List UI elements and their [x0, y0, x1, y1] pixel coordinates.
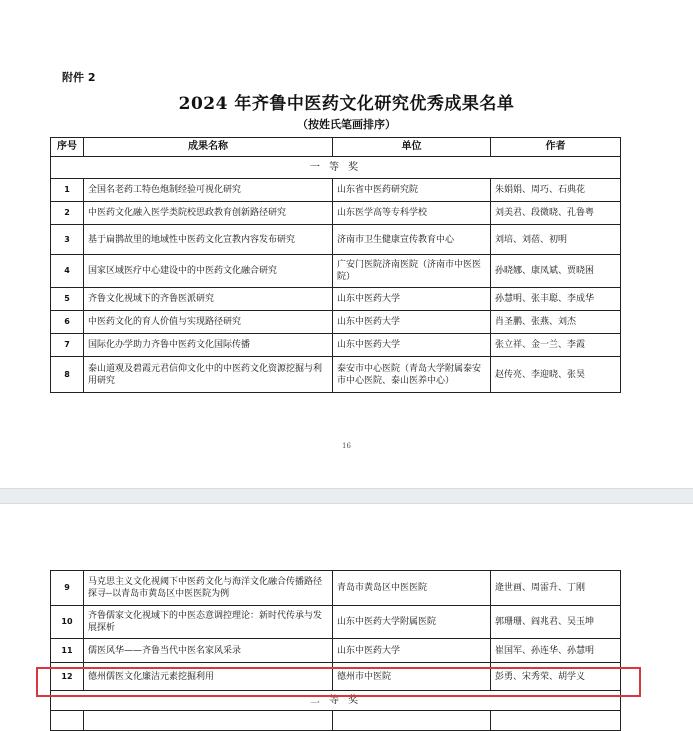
row-number: 11	[51, 639, 84, 663]
table-row	[51, 255, 621, 288]
row-name: 德州儒医文化廉洁元素挖掘利用	[84, 663, 333, 691]
section-first-prize: 一 等 奖	[51, 157, 621, 179]
page-separator	[0, 488, 693, 504]
row-name: 国家区域医疗中心建设中的中医药文化融合研究	[84, 255, 333, 288]
table-row-cutoff	[51, 711, 621, 731]
row-name: 齐鲁儒家文化视域下的中医态意调控理论：新时代传承与发展探析	[84, 606, 333, 639]
row-number: 2	[51, 202, 84, 225]
row-author: 郭珊珊、阎兆君、吴玉坤	[491, 606, 621, 639]
table-row	[51, 202, 621, 225]
row-number: 3	[51, 225, 84, 255]
row-name: 国际化办学助力齐鲁中医药文化国际传播	[84, 334, 333, 357]
row-name: 泰山道观及碧霞元君信仰文化中的中医药文化资源挖掘与利用研究	[84, 357, 333, 393]
row-author: 肖圣鹏、张燕、刘杰	[491, 311, 621, 334]
row-unit: 山东省中医药研究院	[333, 179, 491, 202]
table-row	[51, 571, 621, 606]
table-row	[51, 606, 621, 639]
section-row	[51, 691, 621, 711]
row-author: 逄世画、周雷升、丁刚	[491, 571, 621, 606]
row-name: 马克思主义文化视阈下中医药文化与海洋文化融合传播路径探寻--以青岛市黄岛区中医医院为例	[84, 571, 333, 606]
awards-table	[50, 137, 621, 393]
table-row	[51, 334, 621, 357]
attachment-label: 附件 2	[62, 71, 96, 84]
awards-table-continued	[50, 570, 621, 731]
row-author: 彭勇、宋秀荣、胡学义	[491, 663, 621, 691]
document-title: 2024 年齐鲁中医药文化研究优秀成果名单	[178, 94, 515, 114]
section-row	[51, 157, 621, 179]
row-unit: 山东中医药大学	[333, 334, 491, 357]
row-author: 张立祥、金一兰、李霞	[491, 334, 621, 357]
table-row	[51, 179, 621, 202]
table-row	[51, 639, 621, 663]
row-unit: 山东中医药大学	[333, 311, 491, 334]
table-row	[51, 288, 621, 311]
row-number: 5	[51, 288, 84, 311]
row-unit: 山东医学高等专科学校	[333, 202, 491, 225]
section-second-prize: 二 等 奖	[51, 691, 621, 711]
row-unit: 泰安市中心医院（青岛大学附属泰安市中心医院、泰山医养中心）	[333, 357, 491, 393]
row-unit: 青岛市黄岛区中医医院	[333, 571, 491, 606]
row-author: 刘培、刘蓓、初明	[491, 225, 621, 255]
header-number: 序号	[51, 138, 84, 157]
row-number: 4	[51, 255, 84, 288]
row-name: 中医药文化的育人价值与实现路径研究	[84, 311, 333, 334]
row-author: 孙晓娜、康凤斌、贾晓困	[491, 255, 621, 288]
row-name: 中医药文化融入医学类院校思政教育创新路径研究	[84, 202, 333, 225]
row-unit: 德州市中医院	[333, 663, 491, 691]
row-author: 崔国军、孙连华、孙慧明	[491, 639, 621, 663]
row-unit: 山东中医药大学附属医院	[333, 606, 491, 639]
header-unit: 单位	[333, 138, 491, 157]
row-unit: 广安门医院济南医院（济南市中医医院）	[333, 255, 491, 288]
row-number: 10	[51, 606, 84, 639]
page-number: 16	[342, 442, 351, 450]
table-row	[51, 225, 621, 255]
row-unit-cutoff	[333, 711, 491, 731]
table-header-row	[51, 138, 621, 157]
table-row	[51, 311, 621, 334]
row-name: 基于扁鹊故里的地域性中医药文化宣教内容发布研究	[84, 225, 333, 255]
header-author: 作者	[491, 138, 621, 157]
table-row-highlighted	[51, 663, 621, 691]
row-author-cutoff	[491, 711, 621, 731]
row-unit: 山东中医药大学	[333, 288, 491, 311]
row-author: 孙慧明、张丰聪、李成华	[491, 288, 621, 311]
table-row	[51, 357, 621, 393]
row-author: 赵传亮、李迎晓、张昊	[491, 357, 621, 393]
row-number: 8	[51, 357, 84, 393]
row-number-cutoff	[51, 711, 84, 731]
row-name: 齐鲁文化视域下的齐鲁医派研究	[84, 288, 333, 311]
row-author: 刘美君、段微晓、孔鲁粤	[491, 202, 621, 225]
header-name: 成果名称	[84, 138, 333, 157]
row-number: 9	[51, 571, 84, 606]
row-number: 7	[51, 334, 84, 357]
row-unit: 济南市卫生健康宣传教育中心	[333, 225, 491, 255]
row-number: 1	[51, 179, 84, 202]
row-name: 儒医风华——齐鲁当代中医名家风采录	[84, 639, 333, 663]
row-number: 12	[51, 663, 84, 691]
row-name: 全国名老药工特色炮制经验可视化研究	[84, 179, 333, 202]
row-author: 朱娟娟、周巧、石典花	[491, 179, 621, 202]
document-subtitle: （按姓氏笔画排序）	[297, 118, 396, 131]
row-number: 6	[51, 311, 84, 334]
row-unit: 山东中医药大学	[333, 639, 491, 663]
row-name-cutoff	[84, 711, 333, 731]
